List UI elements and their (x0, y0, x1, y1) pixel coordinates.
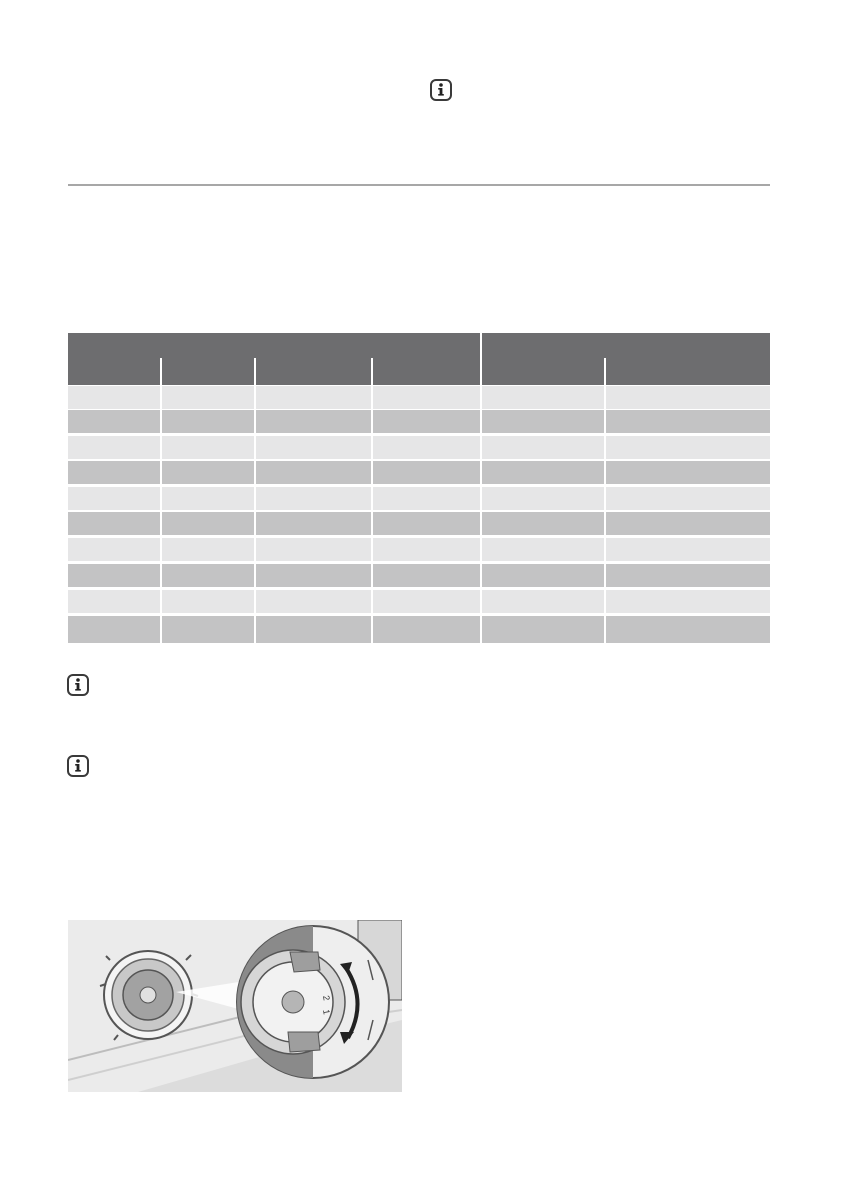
table-row (68, 512, 770, 535)
table-row (68, 386, 770, 409)
info-icon (67, 755, 89, 777)
table-row (68, 436, 770, 459)
info-icon (67, 674, 89, 696)
dial-mark-2: 2 (321, 994, 332, 1002)
table-row (68, 564, 770, 587)
section-divider (68, 184, 770, 186)
header-column-separator (254, 358, 256, 385)
header-group-separator (480, 333, 482, 385)
table-row (68, 410, 770, 433)
table-row (68, 538, 770, 561)
header-column-separator (604, 358, 606, 385)
table-row (68, 461, 770, 484)
info-icon (430, 79, 452, 101)
header-column-separator (160, 358, 162, 385)
magnified-dial (237, 926, 389, 1078)
table-row (68, 487, 770, 510)
small-dial (100, 951, 198, 1040)
water-softener-dial-illustration (68, 920, 402, 1092)
header-column-separator (371, 358, 373, 385)
table-header (68, 333, 770, 385)
table-row (68, 590, 770, 613)
table-row (68, 616, 770, 643)
dial-mark-1: 1 (321, 1008, 332, 1016)
